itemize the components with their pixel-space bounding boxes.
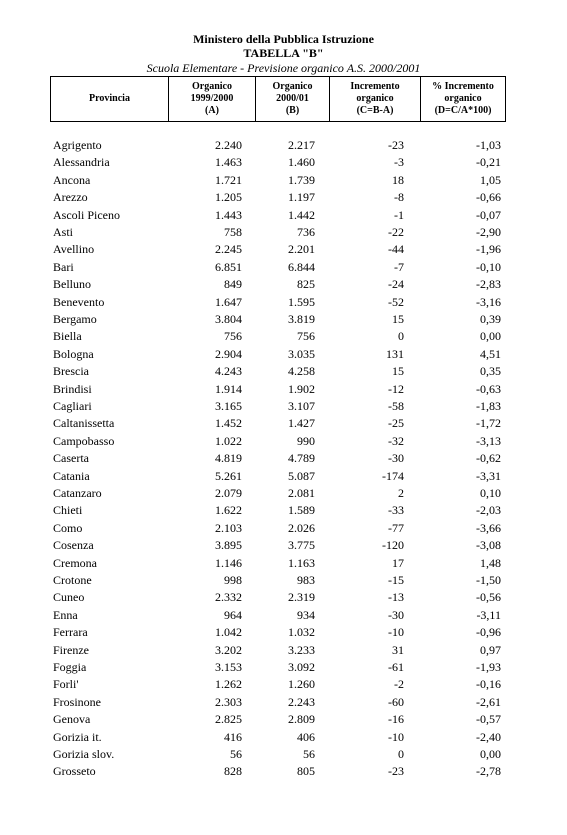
table-row bbox=[0, 450, 567, 467]
provincia-cell: Cremona bbox=[53, 555, 97, 570]
provincia-cell: Crotone bbox=[53, 573, 92, 587]
incremento-cell: -13 bbox=[388, 590, 404, 605]
provincia-cell: Caltanissetta bbox=[53, 416, 115, 431]
incremento-cell: -7 bbox=[394, 259, 404, 274]
percent-incremento-cell: -2,61 bbox=[476, 694, 501, 709]
incremento-cell: -25 bbox=[388, 416, 404, 431]
organico-a-cell: 998 bbox=[224, 573, 242, 587]
table-row bbox=[0, 189, 567, 206]
percent-incremento-cell: -0,66 bbox=[476, 190, 501, 205]
table-row bbox=[0, 642, 567, 659]
percent-incremento-cell: -3,31 bbox=[476, 468, 501, 483]
percent-incremento-cell: -3,08 bbox=[476, 538, 501, 553]
provincia-cell: Enna bbox=[53, 607, 78, 622]
organico-b-cell: 3.233 bbox=[288, 642, 315, 657]
table-row bbox=[0, 346, 567, 363]
percent-incremento-cell: -0,16 bbox=[476, 677, 501, 692]
table-row bbox=[0, 589, 567, 606]
table-row bbox=[0, 381, 567, 398]
organico-b-cell: 3.035 bbox=[288, 346, 315, 361]
incremento-cell: -174 bbox=[382, 468, 404, 483]
provincia-cell: Bergamo bbox=[53, 312, 97, 326]
organico-a-cell: 1.452 bbox=[215, 416, 242, 431]
table-row bbox=[0, 746, 567, 763]
table-row bbox=[0, 711, 567, 728]
organico-b-cell: 1.163 bbox=[288, 555, 315, 570]
table-row bbox=[0, 502, 567, 519]
provincia-cell: Foggia bbox=[53, 660, 87, 674]
provincia-cell: Brescia bbox=[53, 364, 89, 379]
organico-b-cell: 406 bbox=[297, 729, 315, 744]
table-row bbox=[0, 433, 567, 450]
table-subtitle: Scuola Elementare - Previsione organico A.S. 2000/2001 bbox=[146, 61, 421, 75]
provincia-cell: Como bbox=[53, 520, 83, 535]
organico-a-cell: 4.819 bbox=[215, 451, 242, 466]
percent-incremento-cell: -2,78 bbox=[476, 764, 501, 779]
organico-a-cell: 964 bbox=[224, 607, 242, 622]
incremento-cell: -61 bbox=[388, 660, 404, 674]
percent-incremento-cell: -0,07 bbox=[476, 207, 501, 222]
percent-incremento-cell: 0,00 bbox=[480, 329, 501, 344]
organico-a-cell: 3.165 bbox=[215, 399, 242, 413]
table-row bbox=[0, 537, 567, 554]
incremento-cell: -23 bbox=[388, 138, 404, 152]
percent-incremento-cell: -2,40 bbox=[476, 729, 501, 744]
organico-a-cell: 828 bbox=[224, 764, 242, 779]
organico-b-cell: 56 bbox=[303, 747, 315, 761]
table-row bbox=[0, 468, 567, 485]
percent-incremento-cell: -2,90 bbox=[476, 225, 501, 239]
table-row bbox=[0, 259, 567, 276]
provincia-cell: Gorizia it. bbox=[53, 729, 102, 744]
incremento-cell: -3 bbox=[394, 155, 404, 170]
table-row bbox=[0, 241, 567, 258]
provincia-cell: Benevento bbox=[53, 294, 105, 309]
percent-incremento-cell: 0,00 bbox=[480, 747, 501, 761]
table-header bbox=[50, 76, 506, 122]
organico-b-cell: 2.319 bbox=[288, 590, 315, 605]
organico-b-cell: 825 bbox=[297, 277, 315, 292]
organico-a-cell: 2.103 bbox=[215, 520, 242, 535]
organico-a-cell: 2.332 bbox=[215, 590, 242, 605]
provincia-cell: Catania bbox=[53, 468, 90, 483]
organico-b-cell: 5.087 bbox=[288, 468, 315, 483]
percent-incremento-cell: -3,11 bbox=[476, 607, 501, 622]
incremento-cell: -23 bbox=[388, 764, 404, 779]
table-row bbox=[0, 624, 567, 641]
percent-incremento-cell: -1,83 bbox=[476, 399, 501, 413]
organico-b-cell: 1.260 bbox=[288, 677, 315, 692]
organico-b-cell: 736 bbox=[297, 225, 315, 239]
organico-a-cell: 2.303 bbox=[215, 694, 242, 709]
incremento-cell: 0 bbox=[398, 329, 404, 344]
percent-incremento-cell: -1,93 bbox=[476, 660, 501, 674]
table-row bbox=[0, 607, 567, 624]
percent-incremento-cell: -3,13 bbox=[476, 433, 501, 448]
organico-b-cell: 805 bbox=[297, 764, 315, 779]
organico-b-cell: 4.789 bbox=[288, 451, 315, 466]
organico-a-cell: 1.205 bbox=[215, 190, 242, 205]
percent-incremento-cell: 4,51 bbox=[480, 346, 501, 361]
percent-incremento-cell: -0,62 bbox=[476, 451, 501, 466]
percent-incremento-cell: -0,10 bbox=[476, 259, 501, 274]
provincia-cell: Ascoli Piceno bbox=[53, 207, 120, 222]
column-header-organico-2000-01: Organico 2000/01 (B) bbox=[256, 77, 330, 122]
incremento-cell: -16 bbox=[388, 712, 404, 727]
column-header-provincia: Provincia bbox=[51, 77, 169, 122]
incremento-cell: 131 bbox=[386, 346, 404, 361]
table-row bbox=[0, 137, 567, 154]
percent-incremento-cell: 1,48 bbox=[480, 555, 501, 570]
organico-b-cell: 1.460 bbox=[288, 155, 315, 170]
incremento-cell: 18 bbox=[392, 172, 404, 187]
organico-a-cell: 1.262 bbox=[215, 677, 242, 692]
incremento-cell: -52 bbox=[388, 294, 404, 309]
incremento-cell: -33 bbox=[388, 503, 404, 518]
incremento-cell: -30 bbox=[388, 607, 404, 622]
incremento-cell: -22 bbox=[388, 225, 404, 239]
organico-b-cell: 1.739 bbox=[288, 172, 315, 187]
table-row bbox=[0, 276, 567, 293]
provincia-cell: Bari bbox=[53, 259, 74, 274]
incremento-cell: 15 bbox=[392, 312, 404, 326]
ministry-title: Ministero della Pubblica Istruzione bbox=[193, 32, 374, 46]
table-row bbox=[0, 555, 567, 572]
provincia-cell: Cuneo bbox=[53, 590, 85, 605]
table-row bbox=[0, 311, 567, 328]
organico-a-cell: 2.079 bbox=[215, 486, 242, 500]
organico-a-cell: 1.721 bbox=[215, 172, 242, 187]
table-row bbox=[0, 485, 567, 502]
percent-incremento-cell: -0,57 bbox=[476, 712, 501, 727]
organico-a-cell: 756 bbox=[224, 329, 242, 344]
organico-a-cell: 758 bbox=[224, 225, 242, 239]
incremento-cell: 2 bbox=[398, 486, 404, 500]
provincia-cell: Ancona bbox=[53, 172, 91, 187]
organico-b-cell: 983 bbox=[297, 573, 315, 587]
organico-a-cell: 2.245 bbox=[215, 242, 242, 257]
organico-a-cell: 1.443 bbox=[215, 207, 242, 222]
percent-incremento-cell: -1,03 bbox=[476, 138, 501, 152]
incremento-cell: -77 bbox=[388, 520, 404, 535]
organico-a-cell: 1.647 bbox=[215, 294, 242, 309]
incremento-cell: -30 bbox=[388, 451, 404, 466]
incremento-cell: -15 bbox=[388, 573, 404, 587]
incremento-cell: -10 bbox=[388, 729, 404, 744]
organico-b-cell: 1.902 bbox=[288, 381, 315, 396]
organico-b-cell: 1.197 bbox=[288, 190, 315, 205]
organico-b-cell: 3.775 bbox=[288, 538, 315, 553]
organico-b-cell: 3.819 bbox=[288, 312, 315, 326]
percent-incremento-cell: -1,72 bbox=[476, 416, 501, 431]
organico-b-cell: 4.258 bbox=[288, 364, 315, 379]
organico-b-cell: 2.243 bbox=[288, 694, 315, 709]
provincia-cell: Cagliari bbox=[53, 399, 92, 413]
incremento-cell: -24 bbox=[388, 277, 404, 292]
incremento-cell: -60 bbox=[388, 694, 404, 709]
organico-a-cell: 56 bbox=[230, 747, 242, 761]
provincia-cell: Alessandria bbox=[53, 155, 110, 170]
organico-b-cell: 1.589 bbox=[288, 503, 315, 518]
incremento-cell: -120 bbox=[382, 538, 404, 553]
organico-a-cell: 4.243 bbox=[215, 364, 242, 379]
percent-incremento-cell: -2,83 bbox=[476, 277, 501, 292]
organico-b-cell: 6.844 bbox=[288, 259, 315, 274]
provincia-cell: Ferrara bbox=[53, 625, 88, 640]
table-row bbox=[0, 154, 567, 171]
column-header-incremento: Incremento organico (C=B-A) bbox=[330, 77, 421, 122]
percent-incremento-cell: -0,21 bbox=[476, 155, 501, 170]
percent-incremento-cell: -1,50 bbox=[476, 573, 501, 587]
incremento-cell: -44 bbox=[388, 242, 404, 257]
incremento-cell: -1 bbox=[394, 207, 404, 222]
organico-a-cell: 3.804 bbox=[215, 312, 242, 326]
organico-a-cell: 1.463 bbox=[215, 155, 242, 170]
organico-a-cell: 1.042 bbox=[215, 625, 242, 640]
incremento-cell: 17 bbox=[392, 555, 404, 570]
provincia-cell: Caserta bbox=[53, 451, 89, 466]
provincia-cell: Gorizia slov. bbox=[53, 747, 115, 761]
organico-b-cell: 2.201 bbox=[288, 242, 315, 257]
table-row bbox=[0, 729, 567, 746]
provincia-cell: Avellino bbox=[53, 242, 95, 257]
organico-b-cell: 2.081 bbox=[288, 486, 315, 500]
organico-b-cell: 934 bbox=[297, 607, 315, 622]
incremento-cell: -12 bbox=[388, 381, 404, 396]
organico-a-cell: 2.240 bbox=[215, 138, 242, 152]
organico-a-cell: 416 bbox=[224, 729, 242, 744]
organico-b-cell: 990 bbox=[297, 433, 315, 448]
percent-incremento-cell: -1,96 bbox=[476, 242, 501, 257]
organico-b-cell: 2.217 bbox=[288, 138, 315, 152]
provincia-cell: Belluno bbox=[53, 277, 91, 292]
organico-a-cell: 3.202 bbox=[215, 642, 242, 657]
percent-incremento-cell: 1,05 bbox=[480, 172, 501, 187]
table-row bbox=[0, 172, 567, 189]
organico-b-cell: 3.107 bbox=[288, 399, 315, 413]
table-row bbox=[0, 659, 567, 676]
table-row bbox=[0, 572, 567, 589]
incremento-cell: -10 bbox=[388, 625, 404, 640]
provincia-cell: Brindisi bbox=[53, 381, 92, 396]
provincia-cell: Grosseto bbox=[53, 764, 96, 779]
organico-a-cell: 3.895 bbox=[215, 538, 242, 553]
table-row bbox=[0, 363, 567, 380]
table-row bbox=[0, 676, 567, 693]
percent-incremento-cell: -0,56 bbox=[476, 590, 501, 605]
column-header-organico-1999-2000: Organico 1999/2000 (A) bbox=[169, 77, 256, 122]
organico-a-cell: 849 bbox=[224, 277, 242, 292]
table-row bbox=[0, 294, 567, 311]
provincia-cell: Frosinone bbox=[53, 694, 101, 709]
percent-incremento-cell: 0,35 bbox=[480, 364, 501, 379]
provincia-cell: Chieti bbox=[53, 503, 83, 518]
organico-b-cell: 3.092 bbox=[288, 660, 315, 674]
table-row bbox=[0, 328, 567, 345]
provincia-cell: Genova bbox=[53, 712, 91, 727]
organico-b-cell: 1.595 bbox=[288, 294, 315, 309]
percent-incremento-cell: -0,96 bbox=[476, 625, 501, 640]
organico-a-cell: 6.851 bbox=[215, 259, 242, 274]
organico-b-cell: 1.032 bbox=[288, 625, 315, 640]
organico-a-cell: 5.261 bbox=[215, 468, 242, 483]
percent-incremento-cell: -3,16 bbox=[476, 294, 501, 309]
table-row bbox=[0, 763, 567, 780]
provincia-cell: Catanzaro bbox=[53, 486, 102, 500]
organico-a-cell: 2.825 bbox=[215, 712, 242, 727]
incremento-cell: -58 bbox=[388, 399, 404, 413]
organico-a-cell: 2.904 bbox=[215, 346, 242, 361]
table-row bbox=[0, 207, 567, 224]
incremento-cell: -2 bbox=[394, 677, 404, 692]
organico-b-cell: 1.442 bbox=[288, 207, 315, 222]
organico-a-cell: 1.914 bbox=[215, 381, 242, 396]
percent-incremento-cell: -2,03 bbox=[476, 503, 501, 518]
organico-b-cell: 756 bbox=[297, 329, 315, 344]
provincia-cell: Arezzo bbox=[53, 190, 88, 205]
incremento-cell: 15 bbox=[392, 364, 404, 379]
organico-a-cell: 1.022 bbox=[215, 433, 242, 448]
table-row bbox=[0, 520, 567, 537]
provincia-cell: Forli' bbox=[53, 677, 79, 692]
table-row bbox=[0, 415, 567, 432]
table-name: TABELLA "B" bbox=[243, 46, 324, 60]
percent-incremento-cell: 0,97 bbox=[480, 642, 501, 657]
table-row bbox=[0, 224, 567, 241]
organico-a-cell: 1.622 bbox=[215, 503, 242, 518]
provincia-cell: Bologna bbox=[53, 346, 94, 361]
provincia-cell: Agrigento bbox=[53, 138, 102, 152]
incremento-cell: 31 bbox=[392, 642, 404, 657]
organico-a-cell: 3.153 bbox=[215, 660, 242, 674]
provincia-cell: Campobasso bbox=[53, 433, 115, 448]
percent-incremento-cell: 0,39 bbox=[480, 312, 501, 326]
organico-b-cell: 2.026 bbox=[288, 520, 315, 535]
column-header-percent-incremento: % Incremento organico (D=C/A*100) bbox=[421, 77, 506, 122]
percent-incremento-cell: -3,66 bbox=[476, 520, 501, 535]
table-row bbox=[0, 694, 567, 711]
table-row bbox=[0, 398, 567, 415]
provincia-cell: Biella bbox=[53, 329, 82, 344]
incremento-cell: -8 bbox=[394, 190, 404, 205]
organico-a-cell: 1.146 bbox=[215, 555, 242, 570]
organico-b-cell: 1.427 bbox=[288, 416, 315, 431]
percent-incremento-cell: 0,10 bbox=[480, 486, 501, 500]
provincia-cell: Firenze bbox=[53, 642, 89, 657]
percent-incremento-cell: -0,63 bbox=[476, 381, 501, 396]
incremento-cell: 0 bbox=[398, 747, 404, 761]
incremento-cell: -32 bbox=[388, 433, 404, 448]
provincia-cell: Cosenza bbox=[53, 538, 94, 553]
organico-b-cell: 2.809 bbox=[288, 712, 315, 727]
provincia-cell: Asti bbox=[53, 225, 74, 239]
